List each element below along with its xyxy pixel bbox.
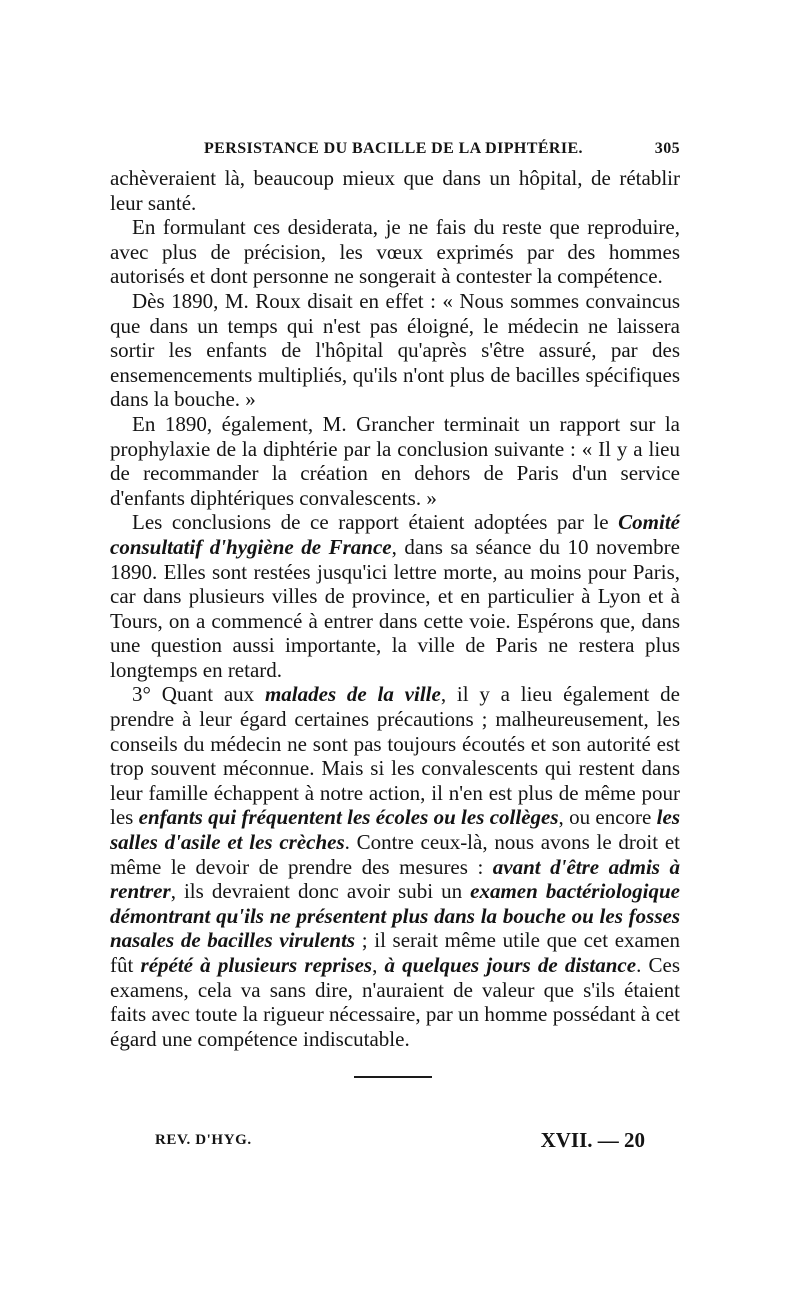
text-run: En 1890, également, M. Grancher terminait un rapport sur la prophylaxie de la diphtérie par la conclusion suivante : « Il y a lieu de recommander la création en dehors de Paris d'un service d'enfants diphtériques convalescents. » [110, 411, 680, 510]
text-run: achèveraient là, beaucoup mieux que dans un hôpital, de rétablir leur santé. [110, 166, 680, 215]
body-paragraph [110, 166, 680, 215]
body-paragraph [110, 289, 680, 412]
italic-emphasis: avant d'être admis à rentrer [110, 854, 680, 904]
italic-emphasis: examen bactériologique démontrant qu'ils ne présentent plus dans la bouche ou les fosses nasales de bacilles virulents [110, 879, 680, 953]
body-paragraph [110, 412, 680, 510]
body-paragraph [110, 682, 680, 1051]
running-title: PERSISTANCE DU BACILLE DE LA DIPHTÉRIE. [204, 140, 583, 157]
text-run: , il y a lieu également de prendre à leur égard certaines précautions ; malheureusement, les conseils du médecin ne sont pas toujours écoutés et son autorité est trop souvent méconnue. Mais si les convalescents qui restent dans leur famille échappent à notre action, il n'en est plus de même pour les [110, 682, 680, 830]
text-run: . Contre ceux-là, nous avons le droit et même le devoir de prendre des mesures : [110, 830, 680, 879]
running-header [110, 140, 684, 166]
text-run: 3° Quant aux [132, 682, 265, 707]
text-run: . Ces examens, cela va sans dire, n'auraient de valeur que s'ils étaient faits avec toute la rigueur nécessaire, par un homme possédant à cet égard une compétence indiscutable. [110, 953, 681, 1051]
italic-emphasis: enfants qui fréquentent les écoles ou les collèges [138, 805, 559, 830]
text-run: , ou encore [558, 805, 657, 830]
body-paragraph [110, 215, 680, 289]
page-number: 305 [654, 140, 680, 157]
italic-emphasis: les salles d'asile et les crèches [110, 805, 680, 855]
text-run: Dès 1890, M. Roux disait en effet : « Nous sommes convaincus que dans un temps qui n'est pas éloigné, le médecin ne laissera sortir les enfants de l'hôpital qu'après s'être assuré, par des ensemencements multipliés, qu'ils n'ont plus de bacilles spécifiques dans la bouche. » [110, 288, 680, 412]
italic-emphasis: malades de la ville [264, 682, 441, 707]
journal-signature: REV. D'HYG. [155, 1132, 252, 1148]
section-divider [354, 1076, 432, 1078]
text-run: , [372, 953, 385, 977]
italic-emphasis: à quelques jours de distance [384, 953, 637, 977]
article-body [110, 166, 680, 1051]
text-run: En formulant ces desiderata, je ne fais du reste que reproduire, avec plus de précision, les vœux exprimés par des hommes autorisés et dont personne ne songerait à contester la compétence. [110, 215, 680, 289]
text-run: Les conclusions de ce rapport étaient adoptées par le [132, 510, 619, 535]
text-run: ; il serait même utile que cet examen fût [110, 928, 680, 977]
italic-emphasis: répété à plusieurs reprises [140, 953, 373, 977]
text-run: , dans sa séance du 10 novembre 1890. Elles sont restées jusqu'ici lettre morte, au moins pour Paris, car dans plusieurs villes de province, et en particulier à Lyon et à Tours, on a commencé à entrer dans cette voie. Espérons que, dans une question aussi importante, la ville de Paris ne restera plus longtemps en retard. [110, 534, 680, 682]
text-run: , ils devraient donc avoir subi un [170, 879, 471, 904]
volume-signature: XVII. — 20 [540, 1128, 645, 1152]
page-footer [155, 1128, 645, 1156]
body-paragraph [110, 510, 680, 682]
italic-emphasis: Comité consultatif d'hygiène de France [110, 510, 680, 559]
